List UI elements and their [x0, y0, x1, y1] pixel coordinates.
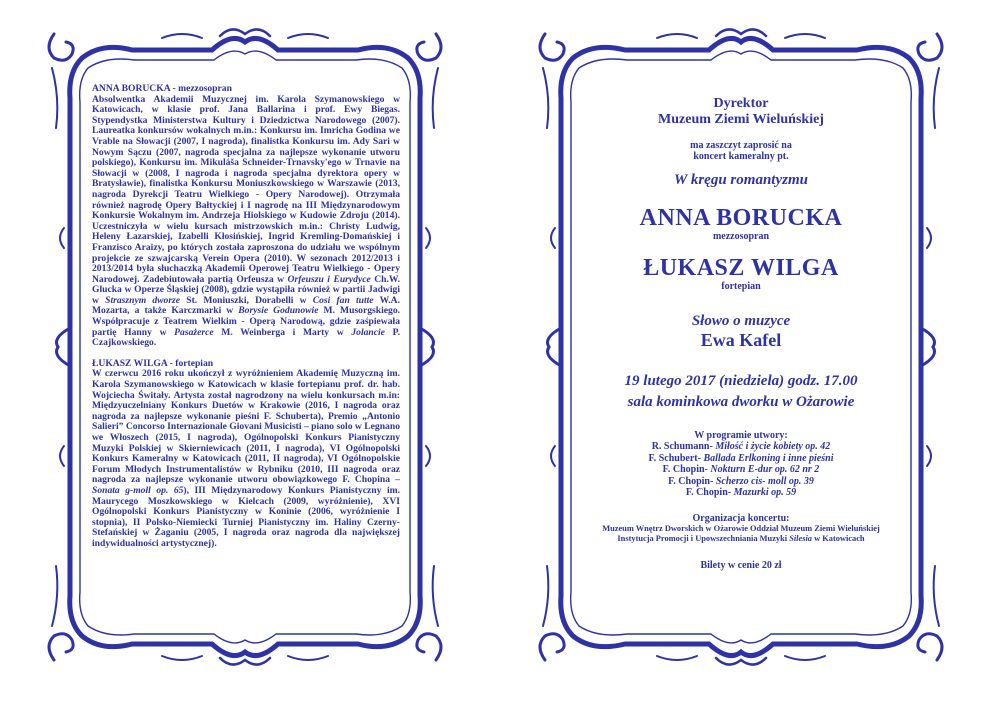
organizer-line-2-c: w Katowicach: [812, 533, 865, 543]
program-composer: R. Schumann-: [651, 441, 716, 452]
program-work: Ballada Erlkoning i inne pieśni: [703, 452, 834, 464]
museum-name: Muzeum Ziemi Wieluńskiej: [658, 112, 824, 127]
program-item: [573, 453, 909, 465]
boruckaBio-run: Orfeuszu i Eurydyce: [287, 273, 371, 285]
program-item: [573, 441, 909, 453]
boruckaBio-run: St. Moniuszki, Dorabelli w: [180, 294, 313, 306]
right-page: [533, 28, 949, 666]
program-item: [573, 464, 909, 476]
boruckaBio-run: Borysie Godunowie: [238, 305, 319, 317]
boruckaBio-run: Strasznym dworze: [105, 294, 181, 306]
wilgaBio-run: ), III Międzynarodowy Konkurs Pianistyczny im. Maurycego Moszkowskiego w Kielcach (2009, wyróżnienie), XVI Ogólnopolski Konkurs Pianistyczny w Koninie (2006, wyróżnienie I stopnia), II Polsko-Niemiecki Turniej Pianistyczny im. Haliny Czerny-Stefańskiej w Żaganiu (2005, I nagroda oraz nagroda dla największej indywidualności artystycznej).: [92, 484, 400, 549]
concert-title: W kręgu romantyzmu: [674, 172, 808, 188]
program-item: [573, 476, 909, 488]
invite-line-2: koncert kameralny pt.: [693, 151, 789, 162]
borucka-heading: ANNA BORUCKA - mezzosopran: [92, 83, 232, 94]
wilga-bio: [92, 369, 400, 549]
venue-line: sala kominkowa dworku w Ożarowie: [627, 394, 855, 410]
wilga-heading: ŁUKASZ WILGA - fortepian: [92, 357, 214, 369]
boruckaBio-run: M. Musorgskiego. Współpracuje z Teatrem Wielkim - Operą Narodową, gdzie zaśpiewała partię Hanny w: [92, 305, 401, 338]
program-work: Nokturn E-dur op. 62 nr 2: [710, 464, 820, 475]
program-work: Mazurki op. 59: [733, 487, 797, 498]
boruckaBio-run: Ch.W. Glucka w Operze Śląskiej (2008), gdzie wystąpiła również w partii Jadwigi w: [92, 273, 401, 306]
program-composer: F. Chopin-: [662, 464, 711, 475]
boruckaBio-run: M. Weinberga i Marty w: [213, 326, 352, 338]
program-work: Miłość i życie kobiety op. 42: [715, 441, 831, 452]
organizer-line-2-a: Instytucja Promocji i Upowszechniania Muzyki: [617, 533, 790, 543]
right-content: [573, 96, 909, 571]
boruckaBio-run: Absolwentka Akademii Muzycznej im. Karola Szymanowskiego w Katowicach, w klasie prof. Jana Ballarina i prof. Ewy Biegas. Stypendystka Ministerstwa Kultury i Dziedzictwa Narodowego (2007). Laureatka konkursów wokalnych m.in.: Konkursu im. Imricha Godina we Vrable na Słowacji (2007, I nagroda), finalistka Konkursu im. Ady Sari w Nowym Sączu (2007, nagroda specjalna za najlepsze wykonanie utworu polskiego), Konkursu im. Mikuláša Schneider-Trnavsky'ego w Trnavie na Słowacji w (2008, I nagroda i nagroda specjalna dyrektora opery w Bratysławie), finalistka Konkursu Moniuszkowskiego w Warszawie (2013, nagroda Dyrekcji Teatru Wielkiego - Opery Narodowej). Otrzymała również nagrodę Opery Bałtyckiej i I nagrodę na III Międzynarodowym Konkursie Wokalnym im. Andrzeja Hiolskiego w Kudowie Zdroju (2014). Uczestniczyła w wielu kursach mistrzowskich m.in.: Christy Ludwig, Heleny Łazarskiej, Izabelli Kłosińskiej, Ingrid Kremling-Domańskiej i Franzisco Araizy, po których została zaproszona do udziału we wspólnym projekcie ze szwajcarską Verein Opera (2010). W sezonach 2012/2013 i 2013/2014 była słuchaczką Akademii Operowej Teatru Wielkiego - Opery Narodowej. Zadebiutowała partią Orfeusza w: [92, 93, 400, 285]
invite-line-1: ma zaszczyt zaprosić na: [690, 140, 792, 151]
talk-title: Słowo o muzyce: [691, 313, 791, 329]
program-heading: W programie utwory:: [694, 430, 788, 441]
organizer-line-2: [573, 534, 909, 544]
artist-2-name: ŁUKASZ WILGA: [643, 255, 839, 281]
borucka-bio: [92, 95, 400, 349]
wilgaBio-run: W czerwcu 2016 roku ukończył z wyróżnieniem Akademię Muzyczną im. Karola Szymanowskiego w Katowicach w klasie fortepianu prof. dr. hab. Wojciecha Świtały. Artysta został nagrodzony na wielu konkursach m.in: Międzyuczelniany Konkurs Duetów w Krakowie (2016, I nagroda oraz nagroda za najlepsze wykonanie pieśni F. Schuberta), Premio „Antonio Salieri” Concorso Internazionale Giovani Musicisti – piano solo w Legnano we Włoszech (2015, I nagroda), Ogólnopolski Konkurs Pianistyczny Muzyki Polskiej w Skierniewicach (2011, I nagroda), VI Ogólnopolski Konkurs Kameralny w Katowicach (2011, II nagroda), VI Ogólnopolskie Forum Młodych Instrumentalistów w Rybniku (2010, III nagroda oraz nagroda za najlepsze wykonanie utworu obowiązkowego F. Chopina –: [92, 368, 400, 486]
organizer-heading: Organizacja koncertu:: [692, 512, 790, 524]
program-composer: F. Schubert-: [648, 452, 704, 464]
speaker-name: Ewa Kafel: [700, 330, 782, 350]
date-line: 19 lutego 2017 (niedziela) godz. 17.00: [624, 373, 858, 389]
artist-2-role: fortepian: [721, 281, 761, 292]
organizer-line-2-b: Silesia: [789, 533, 812, 543]
boruckaBio-run: P. Czajkowskiego.: [92, 326, 400, 349]
left-page: [42, 28, 448, 666]
program-work: Scherzo cis- moll op. 39: [715, 475, 814, 487]
boruckaBio-run: Pasażerce: [174, 326, 214, 338]
left-content: [92, 84, 400, 550]
program-composer: F. Chopin-: [668, 475, 716, 487]
wilgaBio-run: Sonata g-moll op. 65: [92, 484, 184, 496]
ticket-price: Bilety w cenie 20 zł: [700, 559, 782, 571]
organizer-line-1: Muzeum Wnętrz Dworskich w Ożarowie Oddział Muzeum Ziemi Wieluńskiej: [602, 523, 880, 533]
boruckaBio-run: Jolancie: [351, 326, 385, 338]
boruckaBio-run: Cosi fan tutte: [312, 294, 374, 306]
director-label: Dyrektor: [713, 96, 769, 111]
program-composer: F. Chopin-: [685, 487, 734, 498]
artist-1-name: ANNA BORUCKA: [639, 205, 843, 231]
boruckaBio-run: W.A. Mozarta, a także Karczmarki w: [92, 294, 401, 317]
program-item: [573, 487, 909, 499]
program-list: [573, 441, 909, 499]
artist-1-role: mezzosopran: [712, 231, 770, 242]
